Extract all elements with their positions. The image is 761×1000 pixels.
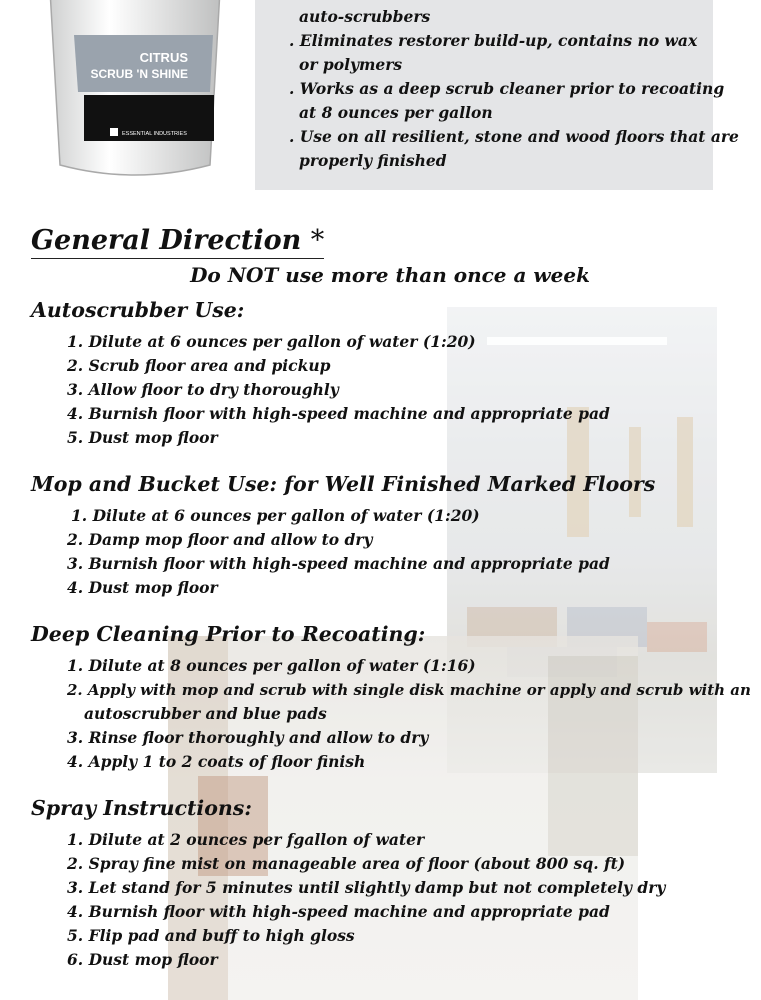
step-item: 4. Apply 1 to 2 coats of floor finish [67,752,366,771]
step-item: 2. Spray fine mist on manageable area of floor (about 800 sq. ft) [67,854,626,873]
feature-line: or polymers [299,55,403,74]
bucket-label-company: ESSENTIAL INDUSTRIES [122,131,187,137]
step-item: 2. Scrub floor area and pickup [67,356,331,375]
step-item: 1. Dilute at 2 ounces per fgallon of water [67,830,425,849]
step-item: 4. Burnish floor with high-speed machine and appropriate pad [67,404,610,423]
feature-line: . Works as a deep scrub cleaner prior to recoating [289,79,725,98]
feature-line: auto-scrubbers [299,7,431,26]
step-item: 3. Let stand for 5 minutes until slightly damp but not completely dry [67,878,666,897]
step-item: 2. Damp mop floor and allow to dry [67,530,373,549]
step-item: 5. Flip pad and buff to high gloss [67,926,355,945]
step-item: 3. Burnish floor with high-speed machine and appropriate pad [67,554,610,573]
step-item: 1. Dilute at 6 ounces per gallon of water (1:20) [67,332,476,351]
bucket-label-name: SCRUB 'N SHINE [90,67,188,81]
step-item: 3. Rinse floor thoroughly and allow to dry [67,728,429,747]
step-item: autoscrubber and blue pads [84,704,327,723]
general-direction-title [31,224,324,259]
step-item: 3. Allow floor to dry thoroughly [67,380,339,399]
feature-line: . Eliminates restorer build-up, contains no wax [289,31,698,50]
step-item: 5. Dust mop floor [67,428,218,447]
step-item: 1. Dilute at 6 ounces per gallon of water (1:20) [71,506,480,525]
step-item: 1. Dilute at 8 ounces per gallon of water (1:16) [67,656,476,675]
citrus-scrub-bucket-image [38,0,230,180]
step-item: 4. Dust mop floor [67,578,218,597]
section-heading-deep-cleaning: Deep Cleaning Prior to Recoating: [31,622,426,646]
step-item: 6. Dust mop floor [67,950,218,969]
section-heading-mop-bucket: Mop and Bucket Use: for Well Finished Marked Floors [31,472,656,496]
step-item: 2. Apply with mop and scrub with single disk machine or apply and scrub with an [67,681,751,699]
section-heading-spray: Spray Instructions: [31,796,252,820]
step-item: 4. Burnish floor with high-speed machine and appropriate pad [67,902,610,921]
feature-line: properly finished [299,151,447,170]
feature-line: at 8 ounces per gallon [299,103,493,122]
general-direction-title-text: General Direction [31,225,302,256]
bucket-label-brand: CITRUS [139,50,188,65]
feature-list-box [255,0,739,190]
feature-line: . Use on all resilient, stone and wood floors that are [289,127,739,146]
section-heading-autoscrubber: Autoscrubber Use: [31,298,245,322]
asterisk: * [310,225,325,256]
usage-warning: Do NOT use more than once a week [190,263,590,287]
